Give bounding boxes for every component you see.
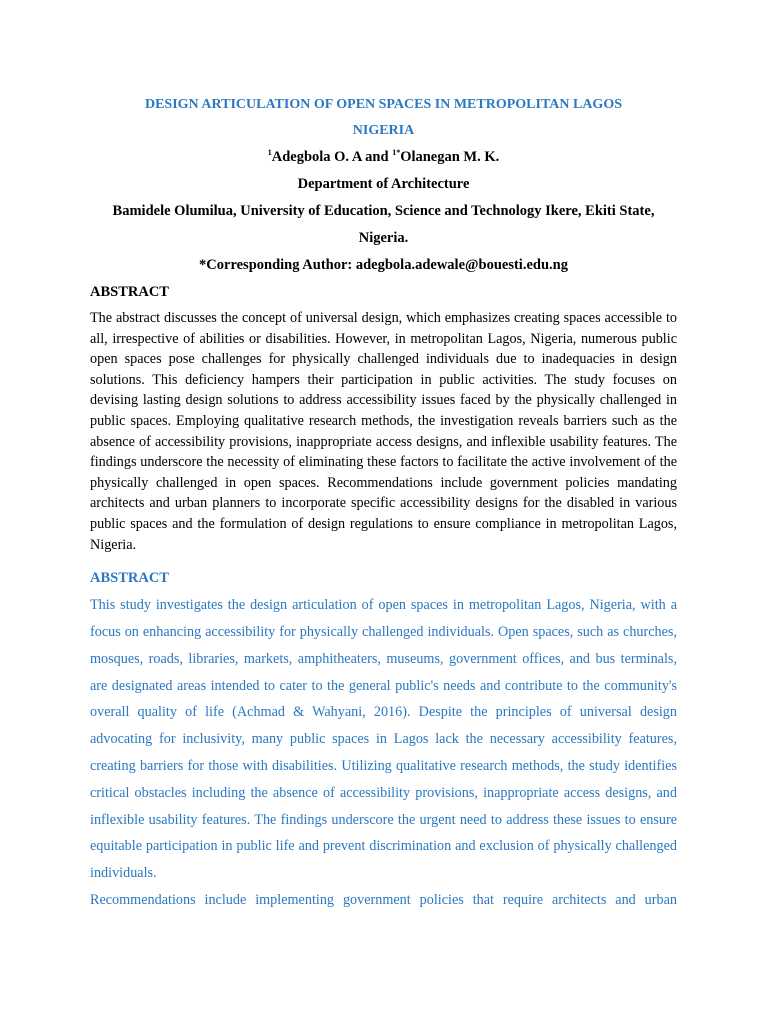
affiliation-line-2: Nigeria. (358, 230, 409, 246)
title-line-2: NIGERIA (352, 123, 415, 138)
author1-affiliation-mark: 1 (267, 148, 272, 158)
abstract-paragraph-revised: This study investigates the design articulation of open spaces in metropolitan Lagos, Nigeria, with a focus on enhancing accessibility for physically challenged individuals. Open spaces, such as churches, mosques, roads, libraries, markets, amphitheaters, museums, government offices, and bus terminals, are designated areas intended to cater to the general public's needs and contribute to the community's overall quality of life (Achmad & Wahyani, 2016). Despite the principles of universal design advocating for inclusivity, many public spaces in Lagos lack the necessary accessibility features, creating barriers for those with disabilities. Utilizing qualitative research methods, the study identifies critical obstacles including the absence of accessibility provisions, inappropriate access designs, and inflexible usability features. The findings underscore the urgent need to address these issues to ensure equitable participation in public life and prevent discrimination and exclusion of physically challenged individuals. (90, 597, 677, 882)
paper-body (90, 92, 677, 914)
author-2: Olanegan M. K. (400, 149, 500, 165)
department: Department of Architecture (297, 176, 470, 192)
affiliation-line-1: Bamidele Olumilua, University of Education, Science and Technology Ikere, Ekiti State, (112, 203, 655, 219)
abstract-heading: ABSTRACT (90, 284, 169, 300)
author-1: Adegbola O. A and (271, 149, 393, 165)
paper-title (90, 92, 677, 144)
corresponding-author: *Corresponding Author: adegbola.adewale@bouesti.edu.ng (199, 257, 568, 273)
abstract-paragraph-revised-continued: Recommendations include implementing government policies that require architects and urban (90, 891, 677, 908)
abstract-heading-revised: ABSTRACT (90, 570, 169, 587)
abstract-paragraph: The abstract discusses the concept of universal design, which emphasizes creating spaces accessible to all, irrespective of abilities or disabilities. However, in metropolitan Lagos, Nigeria, numerous public open spaces pose challenges for physically challenged individuals due to inadequacies in design solutions. This deficiency hampers their participation in public activities. The study focuses on devising lasting design solutions to address accessibility issues faced by the physically challenged in public spaces. Employing qualitative research methods, the investigation reveals barriers such as the absence of accessibility provisions, inappropriate access designs, and inflexible usability features. The findings underscore the necessity of eliminating these factors to facilitate the active involvement of the physically challenged in open spaces. Recommendations include government policies mandating architects and urban planners to incorporate specific accessibility designs for the disabled in various public spaces and the formulation of design regulations to ensure compliance in metropolitan Lagos, Nigeria. (90, 310, 677, 553)
author2-affiliation-mark: 1* (392, 148, 401, 158)
title-line-1: DESIGN ARTICULATION OF OPEN SPACES IN METROPOLITAN LAGOS (144, 97, 622, 112)
affiliation (90, 198, 677, 252)
author-line (90, 144, 677, 171)
